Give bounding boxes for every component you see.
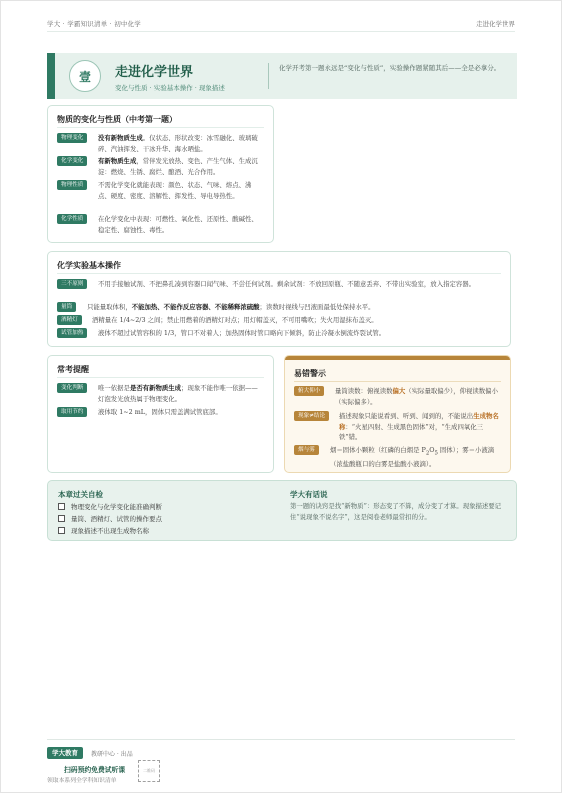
checklist-label: 现象描述不出现生成物名称: [71, 527, 149, 535]
item-body: 唯一依据是: [98, 384, 130, 392]
tag-label: 酒精灯: [57, 315, 82, 325]
brand-subtitle: 教研中心 · 出品: [91, 751, 133, 758]
card-title: 化学实验基本操作: [57, 261, 121, 270]
item-text: [98, 156, 264, 177]
item-highlight: 偏大: [392, 387, 406, 395]
formula-element: O: [429, 446, 435, 454]
qr-code-icon[interactable]: 二维码: [138, 760, 160, 782]
list-item: [57, 279, 501, 301]
list-item: [57, 156, 264, 178]
formula-subscript: 2: [425, 450, 430, 457]
list-item: [57, 383, 264, 405]
tag-label: 烟与雾: [294, 445, 319, 455]
card-title: 易错警示: [294, 369, 326, 378]
item-text: 不用手接触试剂、不把鼻孔凑到容器口闻气味、不尝任何试剂。剩余试剂：不放回原瓶、不随意丢弃、不带出实验室，放入指定容器。: [98, 280, 476, 288]
item-text: 在化学变化中表现：可燃性、氧化性、还原性、酸碱性、稳定性、腐蚀性、毒性。: [98, 215, 258, 234]
tag-label: 俯大仰小: [294, 386, 324, 396]
checkbox[interactable]: [58, 515, 65, 522]
item-text: [98, 383, 264, 404]
card-change-property: [47, 105, 274, 243]
item-text: [98, 133, 264, 154]
item-body: ；现象不能作唯一依据——灯泡发光放热属于物理变化。: [98, 384, 258, 403]
item-body: 。仅状态、形状改变：冰雪融化、玻璃破碎、汽油挥发、干冰升华、海水晒盐。: [98, 134, 258, 153]
checklist-item[interactable]: [58, 514, 162, 523]
list-item: [57, 328, 501, 340]
item-text: [87, 302, 501, 313]
tag-label: 现象≠结论: [294, 411, 329, 421]
list-item: [294, 411, 501, 443]
item-text: [335, 386, 501, 407]
tag-label: 物理变化: [57, 133, 87, 143]
card-title-divider: [294, 381, 501, 382]
chapter-banner: [47, 53, 517, 99]
item-body: 量筒读数：俯视读数: [335, 387, 393, 395]
tag-label: 试管加热: [57, 328, 87, 338]
card-lab-operations: [47, 251, 511, 347]
item-text: 液体不超过试管容积的 1/3，管口不对着人；加热固体时管口略向下倾斜，防止冷凝水倒流炸裂试管。: [98, 329, 386, 337]
item-emphasis: 是否有新物质生成: [129, 384, 182, 392]
teacher-note-title: 学大有话说: [290, 490, 328, 499]
chapter-subtitle: 变化与性质 · 实验基本操作 · 现象描述: [115, 84, 225, 92]
checkbox[interactable]: [58, 503, 65, 510]
item-text: 酒精量在 1/4~2/3 之间；禁止用燃着的酒精灯对点；用灯帽盖灭，不可用嘴吹；失火用湿抹布盖灭。: [92, 316, 378, 324]
item-text: 不需化学变化就能表现：颜色、状态、气味、熔点、沸点、硬度、密度、溶解性、挥发性、导电导热性。: [98, 181, 252, 200]
list-item: [57, 214, 264, 236]
card-title-divider: [57, 127, 264, 128]
item-body: （实际量取偏少），仰视读数偏小（实际偏多）。: [335, 387, 498, 406]
chapter-title: 走进化学世界: [115, 65, 194, 80]
checklist-item[interactable]: [58, 502, 162, 511]
warn-accent-bar: [285, 356, 510, 360]
item-lead: 没有新物质生成: [98, 134, 143, 142]
card-title: 物质的变化与性质（中考第一题）: [57, 115, 177, 124]
teacher-note-body: 第一题的诀窍是找“新物质”：形态变了不算，成分变了才算。现象描述要记住“说现象不说名字”，这是阅卷老师最常扣的分。: [290, 502, 502, 521]
header-chapter: 走进化学世界: [476, 20, 515, 28]
list-item: [57, 407, 264, 419]
header-divider: [47, 31, 515, 32]
card-title-divider: [57, 377, 264, 378]
tag-label: 化学变化: [57, 156, 87, 166]
checklist-item[interactable]: [58, 526, 149, 535]
item-text: 液体取 1~2 mL，固体只需盖满试管底部。: [98, 408, 222, 416]
list-item: [57, 315, 501, 327]
item-body: ，常伴发光放热、变色、产生气体、生成沉淀：燃烧、生锈、腐烂、酿酒、光合作用。: [98, 157, 258, 176]
list-item: [294, 445, 501, 467]
tag-label: 量筒: [57, 302, 76, 312]
checklist-label: 量筒、酒精灯、试管的操作要点: [71, 515, 162, 523]
item-highlight: 生成物名称: [339, 412, 499, 431]
self-check-title: 本章过关自检: [58, 490, 103, 499]
scan-cta: 扫码预约免费试听课: [64, 766, 126, 774]
tag-label: 物理性质: [57, 180, 87, 190]
item-body: 固体）；雾＝小液滴（浓盐酸瓶口的白雾是盐酸小液滴）。: [330, 446, 495, 468]
item-body: 只能量取体积，: [87, 303, 132, 311]
list-item: [57, 302, 501, 314]
list-item: [57, 180, 264, 212]
footer-divider: [47, 739, 515, 740]
chapter-description: 化学开考第一题永远是“变化与性质”，实验操作题紧随其后——全是必拿分。: [279, 64, 501, 72]
brand-badge: 学大教育: [47, 747, 83, 759]
item-lead: 有新物质生成: [98, 157, 137, 165]
banner-divider: [268, 63, 269, 89]
formula-subscript: 5: [434, 450, 438, 457]
scan-subtitle: 领取本系列全学科知识清单: [47, 778, 117, 784]
banner-accent-bar: [47, 53, 55, 99]
card-title-divider: [57, 273, 501, 274]
item-text: [330, 445, 501, 469]
card-warnings: [284, 355, 511, 473]
item-body: 描述现象只能说看到、听到、闻到的，不能说出: [339, 412, 474, 420]
tag-label: 取用节约: [57, 407, 87, 417]
chapter-summary: [47, 480, 517, 541]
header-breadcrumb: 学大 · 学霸知识清单 · 初中化学: [47, 20, 141, 28]
card-title: 常考提醒: [57, 365, 89, 374]
tag-label: 三不原则: [57, 279, 87, 289]
list-item: [57, 133, 264, 155]
item-body: ；读数时视线与凹液面最低处保持水平。: [259, 303, 375, 311]
tag-label: 化学性质: [57, 214, 87, 224]
checklist-label: 物理变化与化学变化能准确判断: [71, 503, 162, 511]
item-body: ：“火星四射、生成黑色固体”对，“生成四氧化三铁”错。: [339, 422, 484, 441]
list-item: [294, 386, 501, 408]
card-tips: [47, 355, 274, 473]
item-text: [339, 411, 501, 443]
tag-label: 变化判断: [57, 383, 87, 393]
item-body: 烟＝固体小颗粒（红磷的白烟是 P: [330, 446, 426, 454]
item-emphasis: 不能加热、不能作反应容器、不能稀释浓硫酸: [131, 303, 260, 311]
checkbox[interactable]: [58, 527, 65, 534]
chapter-seal-icon: 壹: [69, 60, 101, 92]
